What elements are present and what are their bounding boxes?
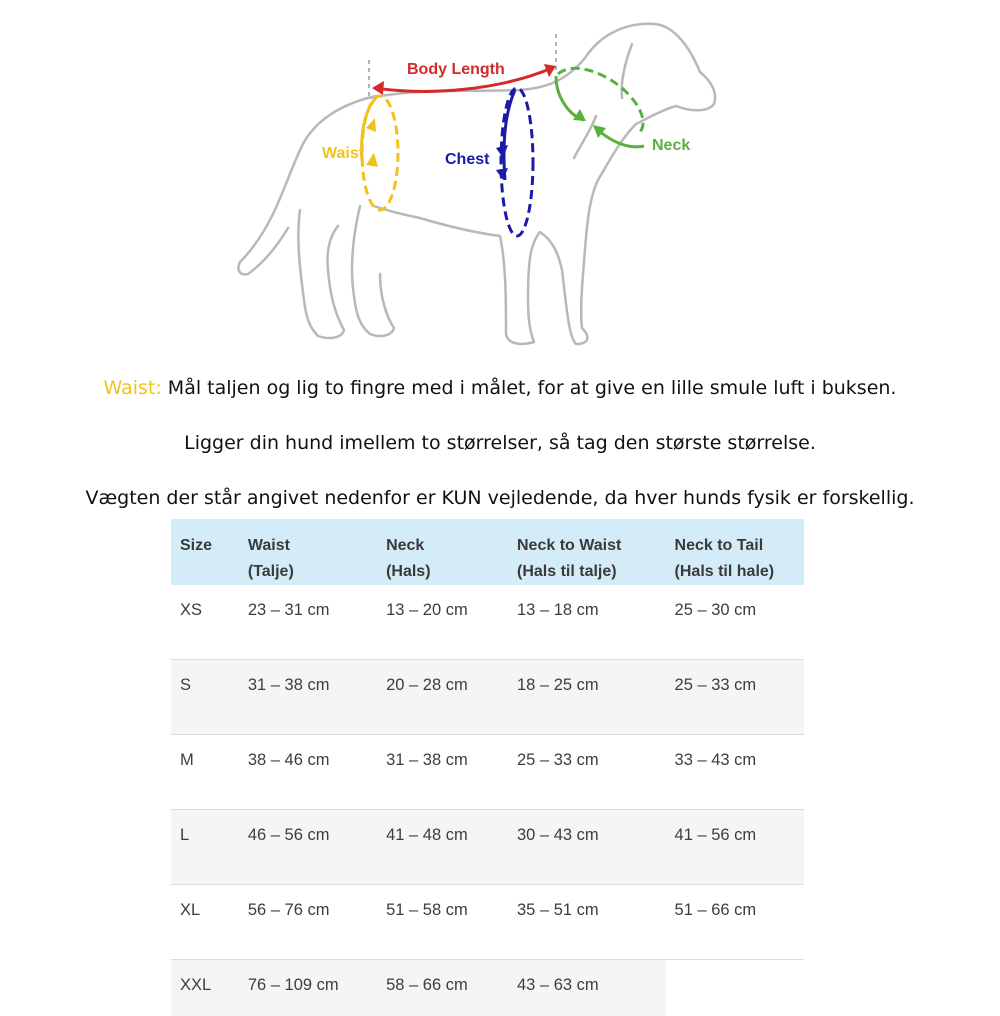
waist-label: Waist: [322, 145, 365, 162]
cell-waist: 31 – 38 cm: [239, 660, 377, 735]
table-row: [171, 885, 804, 960]
cell-neck-to-waist: 30 – 43 cm: [508, 810, 666, 885]
cell-size: S: [171, 660, 239, 735]
header-neck: Neck (Hals): [377, 519, 508, 585]
table-row: [171, 810, 804, 885]
cell-size: M: [171, 735, 239, 810]
cell-neck: 41 – 48 cm: [377, 810, 508, 885]
cell-neck: 20 – 28 cm: [377, 660, 508, 735]
chest-label: Chest: [445, 151, 490, 168]
table-row: [171, 585, 804, 660]
cell-neck: 13 – 20 cm: [377, 585, 508, 660]
weight-disclaimer-note: Vægten der står angivet nedenfor er KUN vejledende, da hver hunds fysik er forskellig.: [0, 487, 1000, 509]
dog-measurement-diagram: [0, 0, 1000, 360]
header-waist: Waist (Talje): [239, 519, 377, 585]
cell-size: XL: [171, 885, 239, 960]
size-table-header-row: [171, 519, 804, 585]
cell-neck-to-tail: 25 – 30 cm: [666, 585, 804, 660]
cell-waist: 46 – 56 cm: [239, 810, 377, 885]
cell-neck-to-tail: 51 – 66 cm: [666, 885, 804, 960]
header-size: Size: [171, 519, 239, 585]
cell-neck-to-waist: 25 – 33 cm: [508, 735, 666, 810]
body-length-label: Body Length: [407, 61, 505, 78]
cell-size: XS: [171, 585, 239, 660]
cell-waist: 76 – 109 cm: [239, 960, 377, 1016]
table-row: [171, 660, 804, 735]
cell-neck-to-tail: 33 – 43 cm: [666, 735, 804, 810]
waist-instruction-tag: Waist:: [104, 377, 162, 399]
body-length-indicator: [369, 34, 556, 96]
neck-label: Neck: [652, 137, 690, 154]
cell-waist: 23 – 31 cm: [239, 585, 377, 660]
cell-size: XXL: [171, 960, 239, 1016]
cell-neck: 31 – 38 cm: [377, 735, 508, 810]
size-table: [171, 519, 804, 1016]
size-advice-note: Ligger din hund imellem to størrelser, så tag den største størrelse.: [0, 432, 1000, 454]
cell-neck-to-waist: 35 – 51 cm: [508, 885, 666, 960]
cell-size: L: [171, 810, 239, 885]
table-row: [171, 960, 804, 1016]
cell-neck-to-tail: 25 – 33 cm: [666, 660, 804, 735]
cell-waist: 38 – 46 cm: [239, 735, 377, 810]
cell-neck: 58 – 66 cm: [377, 960, 508, 1016]
chest-indicator: [445, 88, 533, 236]
waist-instruction: [0, 377, 1000, 399]
cell-neck: 51 – 58 cm: [377, 885, 508, 960]
header-neck-to-tail: Neck to Tail (Hals til hale): [666, 519, 804, 585]
waist-instruction-text: Mål taljen og lig to fingre med i målet, for at give en lille smule luft i buksen.: [162, 377, 897, 399]
cell-neck-to-waist: 43 – 63 cm: [508, 960, 666, 1016]
table-row: [171, 735, 804, 810]
header-neck-to-waist: Neck to Waist (Hals til talje): [508, 519, 666, 585]
cell-neck-to-tail: [666, 960, 804, 1016]
cell-neck-to-tail: 41 – 56 cm: [666, 810, 804, 885]
cell-neck-to-waist: 13 – 18 cm: [508, 585, 666, 660]
cell-neck-to-waist: 18 – 25 cm: [508, 660, 666, 735]
cell-waist: 56 – 76 cm: [239, 885, 377, 960]
